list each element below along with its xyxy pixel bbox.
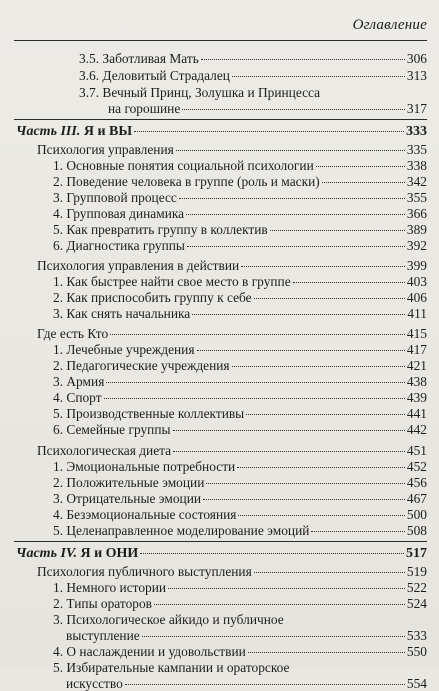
entry-page: 517 — [406, 546, 427, 561]
entry-page: 335 — [406, 142, 427, 157]
leader-dots — [168, 588, 405, 589]
entry-page: 411 — [407, 306, 427, 321]
leader-dots — [186, 214, 405, 215]
entry-label: 1. Немного истории — [53, 580, 167, 595]
entry-label: 2. Поведение человека в группе (роль и маски) — [53, 174, 320, 189]
leader-dots — [238, 515, 404, 516]
entry-page: 533 — [406, 628, 427, 643]
entry-label: 5. Производственные коллективы — [53, 406, 245, 421]
entry-page: 392 — [406, 238, 427, 253]
toc-entry — [53, 491, 427, 506]
leader-dots — [154, 604, 405, 605]
entry-page: 442 — [406, 422, 427, 437]
toc-entry — [53, 475, 427, 490]
leader-dots — [203, 499, 405, 500]
entry-page: 441 — [406, 406, 427, 421]
entry-page: 500 — [406, 507, 427, 522]
page-header — [14, 14, 427, 41]
leader-dots — [192, 314, 405, 315]
toc-entry — [108, 101, 427, 116]
entry-page: 355 — [406, 190, 427, 205]
entry-label: Психология публичного выступления — [37, 564, 252, 579]
leader-dots — [254, 298, 405, 299]
toc-entry — [53, 580, 427, 595]
toc-entry — [66, 628, 427, 643]
toc-entry — [79, 85, 427, 100]
leader-dots — [232, 366, 405, 367]
toc-entry — [53, 660, 427, 675]
entry-label: 2. Педагогические учреждения — [53, 358, 230, 373]
entry-page: 366 — [406, 206, 427, 221]
entry-label: 5. Избирательные кампании и ораторское — [53, 660, 290, 675]
toc-entry — [53, 644, 427, 659]
entry-page: 550 — [406, 644, 427, 659]
entry-label: 3. Групповой процесс — [53, 190, 177, 205]
entry-label: 5. Как превратить группу в коллектив — [53, 222, 268, 237]
entry-page: 306 — [406, 51, 427, 66]
entry-page: 452 — [406, 459, 427, 474]
entry-label: 2. Типы ораторов — [53, 596, 152, 611]
toc-entry — [53, 158, 427, 173]
leader-dots — [176, 150, 405, 151]
entry-page: 554 — [406, 676, 427, 691]
toc-entry — [53, 290, 427, 305]
entry-page: 438 — [406, 374, 427, 389]
toc-entry — [53, 374, 427, 389]
toc-entry — [53, 406, 427, 421]
entry-page: 467 — [406, 491, 427, 506]
entry-label: 3.5. Заботливая Мать — [79, 51, 199, 66]
leader-dots — [173, 430, 405, 431]
toc-entry — [53, 596, 427, 611]
toc-entry — [53, 174, 427, 189]
part-label — [16, 546, 138, 561]
leader-dots — [206, 483, 405, 484]
leader-dots — [197, 350, 405, 351]
toc-entry — [79, 51, 427, 66]
toc-entry — [53, 342, 427, 357]
leader-dots — [187, 246, 405, 247]
toc-entry — [53, 390, 427, 405]
entry-page: 508 — [406, 523, 427, 538]
leader-dots — [140, 553, 404, 554]
leader-dots — [293, 282, 405, 283]
entry-page: 451 — [406, 443, 427, 458]
leader-dots — [254, 572, 405, 573]
entry-label: 4. Безэмоциональные состояния — [53, 507, 237, 522]
leader-dots — [142, 636, 405, 637]
leader-dots — [248, 652, 405, 653]
entry-page: 333 — [406, 124, 427, 139]
toc-entry — [53, 274, 427, 289]
toc-entry — [53, 459, 427, 474]
entry-label: 6. Семейные группы — [53, 422, 171, 437]
entry-label: 3.6. Деловитый Страдалец — [79, 68, 230, 83]
entry-label: Психология управления — [37, 142, 174, 157]
leader-dots — [270, 230, 405, 231]
header-title: Оглавление — [352, 17, 427, 33]
entry-label: Где есть Кто — [37, 326, 109, 341]
entry-label: на горошине — [108, 101, 181, 116]
entry-label: 4. О наслаждении и удовольствии — [53, 644, 246, 659]
toc-entry — [53, 612, 427, 627]
toc-entry — [79, 68, 427, 83]
toc-part-entry — [16, 124, 427, 139]
toc-entry — [53, 523, 427, 538]
toc-entry — [53, 190, 427, 205]
toc-section-entry — [37, 326, 427, 341]
entry-label: 1. Эмоциональные потребности — [53, 459, 236, 474]
entry-page: 342 — [406, 174, 427, 189]
leader-dots — [322, 182, 405, 183]
entry-label: Психология управления в действии — [37, 258, 240, 273]
toc-entry — [53, 358, 427, 373]
entry-label: 2. Положительные эмоции — [53, 475, 205, 490]
entry-label: 5. Целенаправленное моделирование эмоций — [53, 523, 310, 538]
toc-section-entry — [37, 258, 427, 273]
entry-label: 1. Основные понятия социальной психологии — [53, 158, 314, 173]
entry-label: 3.7. Вечный Принц, Золушка и Принцесса — [79, 85, 321, 100]
entry-page: 389 — [406, 222, 427, 237]
entry-label: 4. Групповая динамика — [53, 206, 185, 221]
entry-page: 403 — [406, 274, 427, 289]
leader-dots — [201, 59, 405, 60]
part-title: Я и ВЫ — [83, 124, 133, 139]
part-divider — [14, 119, 427, 120]
toc-section-entry — [37, 142, 427, 157]
entry-page: 456 — [406, 475, 427, 490]
leader-dots — [182, 109, 405, 110]
leader-dots — [106, 382, 405, 383]
entry-page: 417 — [406, 342, 427, 357]
entry-label: 1. Как быстрее найти свое место в группе — [53, 274, 291, 289]
leader-dots — [125, 684, 405, 685]
entry-label: выступление — [66, 628, 140, 643]
entry-page: 313 — [406, 68, 427, 83]
entry-label: искусство — [66, 676, 123, 691]
entry-label: 3. Армия — [53, 374, 105, 389]
leader-dots — [104, 398, 405, 399]
leader-dots — [110, 334, 405, 335]
entry-page: 415 — [406, 326, 427, 341]
leader-dots — [311, 531, 404, 532]
entry-label: 6. Диагностика группы — [53, 238, 185, 253]
entry-label: 3. Как снять начальника — [53, 306, 191, 321]
toc-entry — [53, 238, 427, 253]
entry-label: 3. Психологическое айкидо и публичное — [53, 612, 284, 627]
part-label — [16, 124, 132, 139]
leader-dots — [237, 467, 405, 468]
entry-page: 519 — [406, 564, 427, 579]
entry-label: 1. Лечебные учреждения — [53, 342, 195, 357]
entry-page: 317 — [406, 101, 427, 116]
leader-dots — [173, 451, 405, 452]
entry-page: 406 — [406, 290, 427, 305]
leader-dots — [316, 166, 405, 167]
entry-page: 338 — [406, 158, 427, 173]
toc-entry — [53, 507, 427, 522]
toc-section-entry — [37, 443, 427, 458]
entry-label: 3. Отрицательные эмоции — [53, 491, 202, 506]
entry-label: Психологическая диета — [37, 443, 172, 458]
leader-dots — [246, 414, 405, 415]
entry-page: 524 — [406, 596, 427, 611]
leader-dots — [241, 266, 405, 267]
toc-entry — [53, 206, 427, 221]
entry-page: 522 — [406, 580, 427, 595]
toc-entry — [53, 222, 427, 237]
entry-label: 4. Спорт — [53, 390, 102, 405]
toc-part-entry — [16, 546, 427, 561]
part-number: Часть III. — [16, 124, 81, 139]
leader-dots — [232, 76, 405, 77]
part-title: Я и ОНИ — [80, 546, 139, 561]
part-divider — [14, 541, 427, 542]
part-number: Часть IV. — [16, 546, 77, 561]
toc-entry — [53, 306, 427, 321]
toc-entry — [53, 422, 427, 437]
entry-label: 2. Как приспособить группу к себе — [53, 290, 252, 305]
toc-entry — [66, 676, 427, 691]
entry-page: 399 — [406, 258, 427, 273]
entry-page: 439 — [406, 390, 427, 405]
toc-section-entry — [37, 564, 427, 579]
entry-page: 421 — [406, 358, 427, 373]
leader-dots — [179, 198, 405, 199]
leader-dots — [134, 131, 404, 132]
